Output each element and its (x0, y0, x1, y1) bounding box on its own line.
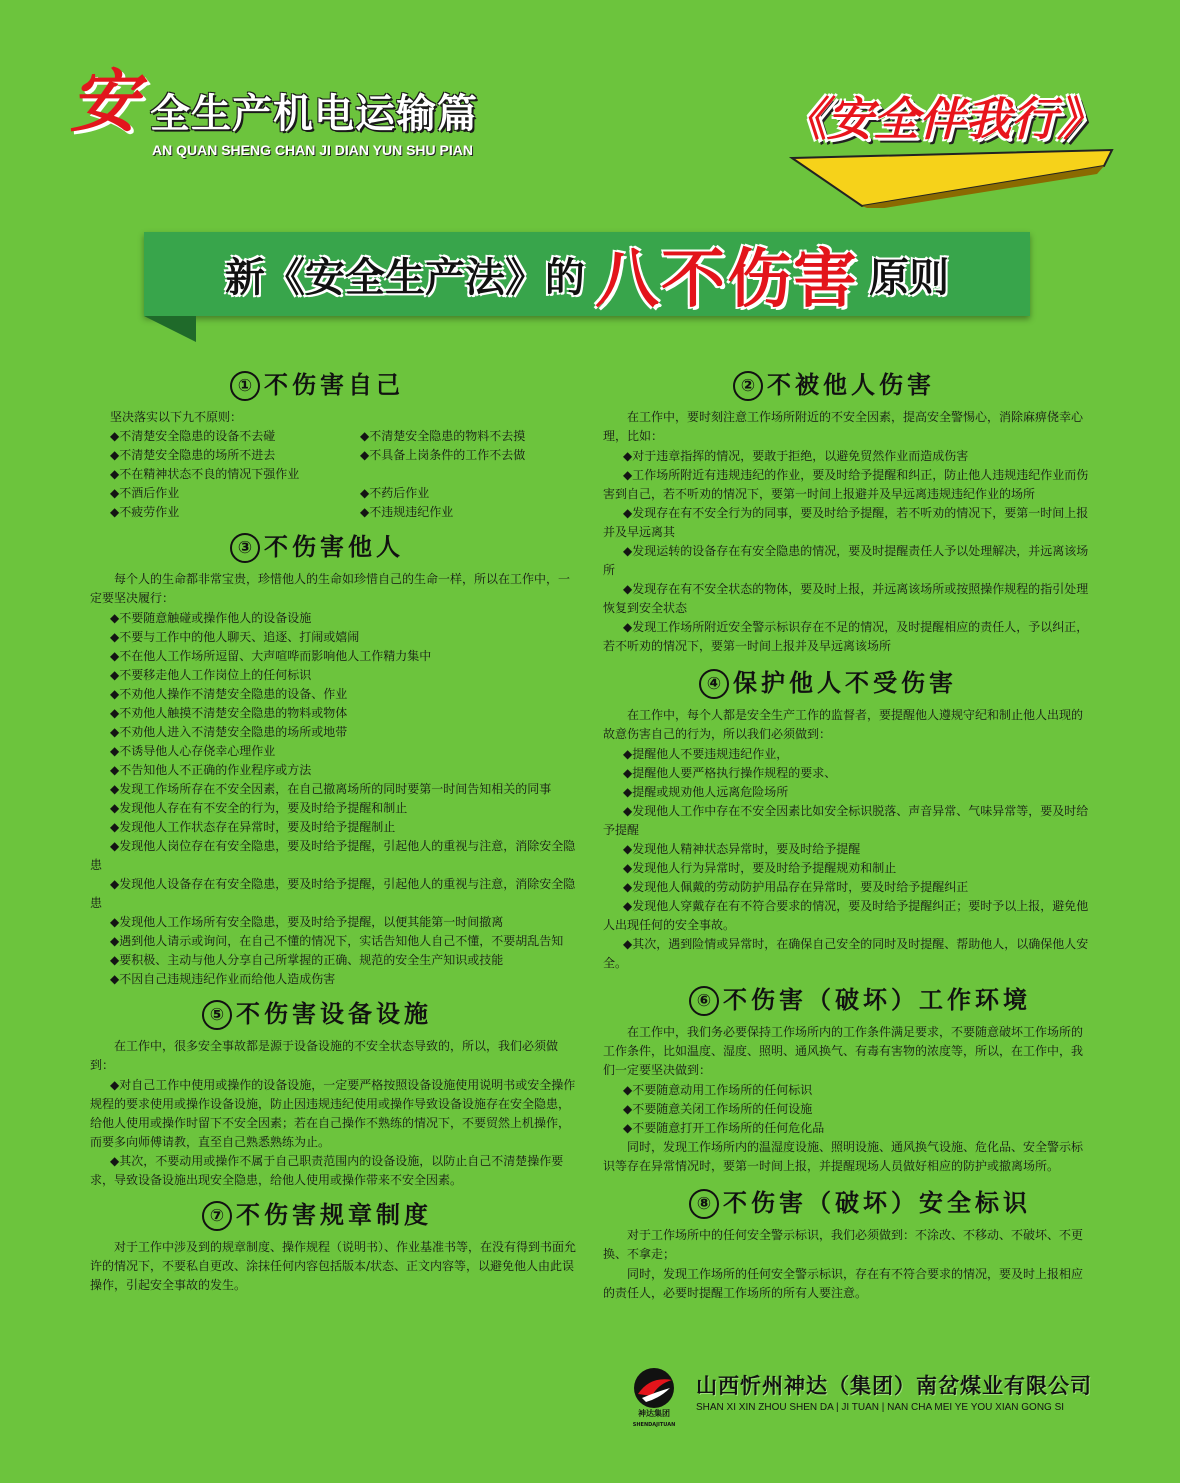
list-item: ◆发现他人岗位存在有安全隐患，要及时给予提醒，引起他人的重视与注意，消除安全隐患 (90, 839, 576, 872)
section-intro: 对于工作中涉及到的规章制度、操作规程（说明书）、作业基准书等，在没有得到书面允许的情况下，不要私自更改、涂抹任何内容包括版本/状态、正文内容等，以避免他人由此误操作，引起安全事故的发生。 (90, 1240, 577, 1292)
banner-emphasis: 八不伤害 (595, 242, 859, 317)
list-item: ◆其次，不要动用或操作不属于自己职责范围内的设备设施，以防止自己不清楚操作要求，导致设备设施出现安全隐患，给他人使用或操作带来不安全因素。 (90, 1154, 564, 1187)
rule-list (90, 427, 576, 522)
list-item: ◆发现他人佩戴的劳动防护用品存在异常时，要及时给予提醒纠正 (623, 880, 969, 894)
list-item: ◆发现存在有不安全行为的同事，要及时给予提醒，若不听劝的情况下，要第一时间上报并及早远离其 (603, 506, 1089, 539)
list-item-empty (360, 465, 596, 484)
section-number: ① (230, 371, 260, 401)
section-number: ③ (230, 533, 260, 563)
list-item: ◆不疲劳作业 (110, 505, 180, 519)
section-intro: 在工作中，很多安全事故都是源于设备设施的不安全状态导致的，所以，我们必须做到： (90, 1039, 559, 1072)
section-6 (603, 983, 1091, 1176)
list-item: ◆不要随意打开工作场所的任何危化品 (623, 1121, 825, 1135)
section-intro: 在工作中，我们务必要保持工作场所内的工作条件满足要求，不要随意破坏工作场所的工作条件，比如温度、湿度、照明、通风换气、有毒有害物的浓度等，所以，在工作中，我们一定要坚决做到： (603, 1025, 1084, 1077)
section-number: ⑦ (202, 1201, 232, 1231)
slogan-text: 《安全伴我行》 (781, 92, 1103, 146)
list-item: ◆发现他人存在有不安全的行为，要及时给予提醒和制止 (110, 801, 408, 815)
list-item: ◆工作场所附近有违规违纪的作业，要及时给予提醒和纠正，防止他人违规违纪作业而伤害到自己，若不听劝的情况下，要第一时间上报避并及早远离违规违纪作业的场所 (603, 468, 1089, 501)
section-number: ② (733, 371, 763, 401)
section-intro: 在工作中，每个人都是安全生产工作的监督者，要提醒他人遵规守纪和制止他人出现的故意伤害自己的行为，所以我们必须做到： (603, 708, 1084, 741)
list-item: ◆发现他人设备存在有安全隐患，要及时给予提醒，引起他人的重视与注意，消除安全隐患 (90, 877, 576, 910)
list-item: ◆要积极、主动与他人分享自己所掌握的正确、规范的安全生产知识或技能 (110, 953, 504, 967)
slogan-badge (752, 88, 1132, 208)
list-item: ◆提醒他人不要违规违纪作业， (623, 747, 789, 761)
section-intro: 在工作中，要时刻注意工作场所附近的不安全因素，提高安全警惕心，消除麻痹侥幸心理，比如： (603, 410, 1084, 443)
section-intro: 每个人的生命都非常宝贵，珍惜他人的生命如珍惜自己的生命一样，所以在工作中，一定要坚决履行： (90, 572, 571, 605)
left-column (90, 366, 576, 1299)
section-intro: 坚决落实以下九不原则： (110, 410, 243, 424)
section-number: ④ (699, 669, 729, 699)
list-item: ◆提醒或规劝他人远离危险场所 (623, 785, 789, 799)
company-logo-label: 神达集团 SHENDAJITUAN (632, 1409, 676, 1428)
list-item: ◆发现存在有不安全状态的物体，要及时上报，并远离该场所或按照操作规程的指引处理恢复到安全状态 (603, 582, 1089, 615)
section-5 (90, 997, 576, 1190)
list-item: ◆发现他人穿戴存在有不符合要求的情况，要及时给予提醒纠正；要时予以上报，避免他人出现任何的安全事故。 (603, 899, 1089, 932)
list-item: ◆不清楚安全隐患的物料不去摸 (360, 429, 526, 443)
list-item: ◆不诱导他人心存侥幸心理作业 (110, 744, 276, 758)
list-item: ◆不违规违纪作业 (360, 505, 454, 519)
list-item: ◆不劝他人触摸不清楚安全隐患的物料或物体 (110, 706, 348, 720)
list-item: ◆发现他人工作场所有安全隐患，要及时给予提醒，以便其能第一时间撤离 (110, 915, 504, 929)
list-item: ◆发现工作场所附近安全警示标识存在不足的情况，及时提醒相应的责任人，予以纠正，若不听劝的情况下，要第一时间上报并及早远离该场所 (603, 620, 1089, 653)
list-item: ◆不要随意触碰或操作他人的设备设施 (110, 611, 312, 625)
section-title: ④ 保护他人不受伤害 (603, 666, 1091, 700)
banner-suffix: 原则 (869, 254, 949, 301)
list-item: ◆不要随意关闭工作场所的任何设施 (623, 1102, 813, 1116)
list-item: ◆不因自己违规违纪作业而给他人造成伤害 (110, 972, 336, 986)
company-logo-icon (630, 1366, 678, 1414)
list-item: ◆不药后作业 (360, 486, 430, 500)
list-item: ◆发现他人工作状态存在异常时，要及时给予提醒制止 (110, 820, 396, 834)
list-item: ◆不清楚安全隐患的设备不去碰 (110, 429, 276, 443)
section-number: ⑧ (689, 1189, 719, 1219)
list-item: ◆发现他人行为异常时，要及时给予提醒规劝和制止 (623, 861, 897, 875)
list-item: ◆发现运转的设备存在有安全隐患的情况，要及时提醒责任人予以处理解决，并远离该场所 (603, 544, 1089, 577)
section-number: ⑥ (689, 986, 719, 1016)
list-item: ◆不劝他人操作不清楚安全隐患的设备、作业 (110, 687, 348, 701)
section-7 (90, 1198, 576, 1295)
header-title: 全生产机电运输篇 (150, 91, 478, 137)
company-footer (630, 1366, 1110, 1428)
list-item: ◆对自己工作中使用或操作的设备设施，一定要严格按照设备设施使用说明书或安全操作规程的要求使用或操作设备设施，防止因违规违纪使用或操作导致设备设施存在安全隐患，给他人使用或操作时留下不安全因素；若在自己操作不熟练的情况下，不要贸然上机操作，而要多向师傅请教，直至自己熟悉熟练为止。 (90, 1078, 576, 1149)
section-title: ⑥ 不伤害（破坏）工作环境 (603, 983, 1091, 1017)
list-item: ◆不在他人工作场所逗留、大声喧哗而影响他人工作精力集中 (110, 649, 432, 663)
right-column (603, 366, 1091, 1307)
list-item: ◆发现工作场所存在不安全因素，在自己撤离场所的同时要第一时间告知相关的同事 (110, 782, 552, 796)
section-4 (603, 666, 1091, 973)
list-item: ◆不在精神状态不良的情况下强作业 (110, 467, 300, 481)
list-item: ◆提醒他人要严格执行操作规程的要求、 (623, 766, 837, 780)
section-1 (90, 368, 576, 522)
list-item: ◆不清楚安全隐患的场所不进去 (110, 448, 276, 462)
title-banner-band (144, 232, 1030, 316)
list-item: ◆对于违章指挥的情况，要敢于拒绝，以避免贸然作业而造成伤害 (623, 449, 969, 463)
section-title: ② 不被他人伤害 (603, 368, 1091, 402)
list-item: ◆发现他人精神状态异常时，要及时给予提醒 (623, 842, 861, 856)
section-3 (90, 530, 576, 989)
section-outro: 同时，发现工作场所的任何安全警示标识，存在有不符合要求的情况，要及时上报相应的责任人，必要时提醒工作场所的所有人要注意。 (603, 1267, 1084, 1300)
section-intro: 对于工作场所中的任何安全警示标识，我们必须做到：不涂改、不移动、不破坏、不更换、不拿走； (603, 1228, 1084, 1261)
title-banner (144, 232, 1030, 342)
company-pinyin: SHAN XI XIN ZHOU SHEN DA | JI TUAN | NAN CHA MEI YE YOU XIAN GONG SI (696, 1402, 1065, 1413)
list-item: ◆其次，遇到险情或异常时，在确保自己安全的同时及时提醒、帮助他人，以确保他人安全。 (603, 937, 1089, 970)
banner-prefix: 新《安全生产法》的 (225, 254, 585, 301)
list-item: ◆遇到他人请示或询问，在自己不懂的情况下，实话告知他人自己不懂，不要胡乱告知 (110, 934, 564, 948)
header-title-first-char: 安 (70, 62, 139, 142)
section-title: ① 不伤害自己 (90, 368, 576, 402)
section-8 (603, 1186, 1091, 1303)
list-item: ◆不要与工作中的他人聊天、追逐、打闹或嬉闹 (110, 630, 360, 644)
section-2 (603, 368, 1091, 656)
poster-header (70, 62, 550, 162)
section-title: ③ 不伤害他人 (90, 530, 576, 564)
list-item: ◆不要移走他人工作岗位上的任何标识 (110, 668, 312, 682)
list-item: ◆不告知他人不正确的作业程序或方法 (110, 763, 312, 777)
header-pinyin: AN QUAN SHENG CHAN JI DIAN YUN SHU PIAN (152, 142, 473, 158)
list-item: ◆不酒后作业 (110, 486, 180, 500)
section-title: ⑧ 不伤害（破坏）安全标识 (603, 1186, 1091, 1220)
section-outro: 同时，发现工作场所内的温湿度设施、照明设施、通风换气设施、危化品、安全警示标识等存在异常情况时，要第一时间上报，并提醒现场人员做好相应的防护或撤离场所。 (603, 1140, 1084, 1173)
list-item: ◆不要随意动用工作场所的任何标识 (623, 1083, 813, 1097)
company-name: 山西忻州神达（集团）南岔煤业有限公司 (696, 1374, 1092, 1398)
list-item: ◆不劝他人进入不清楚安全隐患的场所或地带 (110, 725, 348, 739)
section-number: ⑤ (202, 1000, 232, 1030)
list-item: ◆发现他人工作中存在不安全因素比如安全标识脱落、声音异常、气味异常等，要及时给予提醒 (603, 804, 1089, 837)
section-title: ⑤ 不伤害设备设施 (90, 997, 576, 1031)
banner-fold (144, 316, 196, 342)
section-title: ⑦ 不伤害规章制度 (90, 1198, 576, 1232)
list-item: ◆不具备上岗条件的工作不去做 (360, 448, 526, 462)
